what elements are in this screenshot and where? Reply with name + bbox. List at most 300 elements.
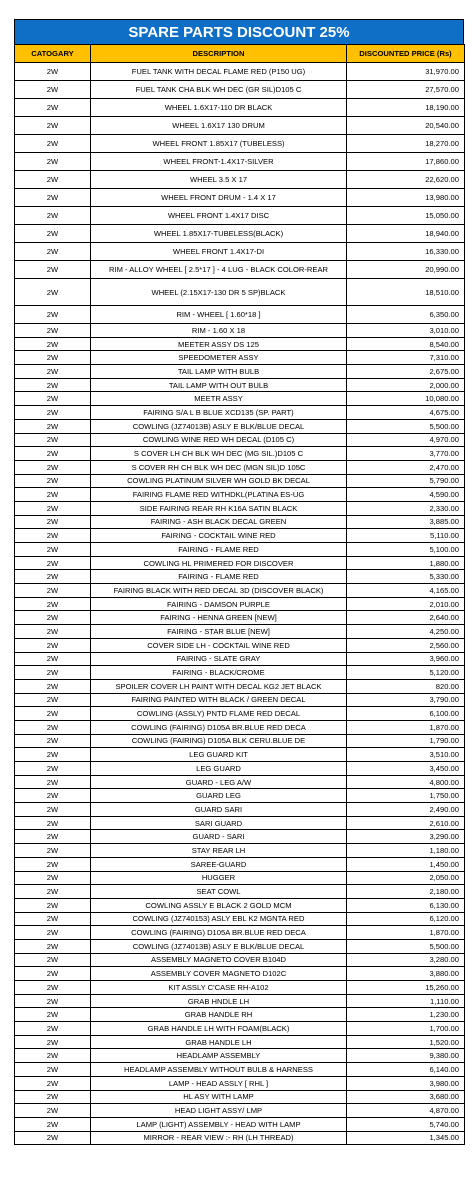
category-cell: 2W [15, 666, 91, 680]
category-cell: 2W [15, 1104, 91, 1118]
spare-parts-table [14, 44, 465, 1145]
category-cell: 2W [15, 306, 91, 324]
price-sheet [14, 19, 464, 1145]
price-cell: 3,680.00 [347, 1090, 465, 1104]
category-cell: 2W [15, 693, 91, 707]
table-row [15, 679, 465, 693]
table-row [15, 625, 465, 639]
description-cell: TAIL LAMP WITH BULB [91, 365, 347, 379]
description-cell: COWLING (JZ74013B) ASLY E BLK/BLUE DECAL [91, 419, 347, 433]
category-cell: 2W [15, 652, 91, 666]
price-cell: 17,860.00 [347, 153, 465, 171]
table-row [15, 419, 465, 433]
description-cell: WHEEL FRONT 1.4X17 DISC [91, 207, 347, 225]
description-cell: WHEEL FRONT-1.4X17-SILVER [91, 153, 347, 171]
description-cell: FAIRING S/A L B BLUE XCD135 (SP. PART) [91, 406, 347, 420]
description-cell: WHEEL (2.15X17-130 DR 5 SP)BLACK [91, 279, 347, 306]
category-cell: 2W [15, 1022, 91, 1036]
table-row [15, 261, 465, 279]
price-cell: 3,980.00 [347, 1076, 465, 1090]
category-cell: 2W [15, 117, 91, 135]
table-row [15, 967, 465, 981]
price-cell: 6,100.00 [347, 707, 465, 721]
table-row [15, 611, 465, 625]
description-cell: GRAB HANDLE LH WITH FOAM(BLACK) [91, 1022, 347, 1036]
price-cell: 6,120.00 [347, 912, 465, 926]
category-cell: 2W [15, 912, 91, 926]
category-cell: 2W [15, 279, 91, 306]
category-cell: 2W [15, 447, 91, 461]
description-cell: WHEEL FRONT 1.85X17 (TUBELESS) [91, 135, 347, 153]
description-cell: RIM - ALLOY WHEEL [ 2.5*17 ] - 4 LUG - BLACK COLOR-REAR [91, 261, 347, 279]
table-row [15, 1008, 465, 1022]
price-cell: 3,510.00 [347, 748, 465, 762]
price-cell: 1,450.00 [347, 857, 465, 871]
price-cell: 2,330.00 [347, 501, 465, 515]
table-row [15, 912, 465, 926]
price-cell: 18,510.00 [347, 279, 465, 306]
category-cell: 2W [15, 707, 91, 721]
description-cell: GRAB HNDLE LH [91, 994, 347, 1008]
category-cell: 2W [15, 81, 91, 99]
price-cell: 1,110.00 [347, 994, 465, 1008]
description-cell: LAMP (LIGHT) ASSEMBLY - HEAD WITH LAMP [91, 1117, 347, 1131]
price-cell: 27,570.00 [347, 81, 465, 99]
table-row [15, 652, 465, 666]
table-body [15, 63, 465, 1145]
description-cell: SARI GUARD [91, 816, 347, 830]
description-cell: SAREE-GUARD [91, 857, 347, 871]
price-cell: 20,540.00 [347, 117, 465, 135]
table-header-row [15, 45, 465, 63]
table-row [15, 1090, 465, 1104]
price-cell: 4,970.00 [347, 433, 465, 447]
category-cell: 2W [15, 611, 91, 625]
description-cell: FAIRING - FLAME RED [91, 543, 347, 557]
table-row [15, 189, 465, 207]
description-cell: SEAT COWL [91, 885, 347, 899]
category-cell: 2W [15, 981, 91, 995]
price-cell: 5,330.00 [347, 570, 465, 584]
description-cell: FAIRING PAINTED WITH BLACK / GREEN DECAL [91, 693, 347, 707]
description-cell: GUARD - SARI [91, 830, 347, 844]
description-cell: FAIRING - BLACK/CROME [91, 666, 347, 680]
description-cell: SIDE FAIRING REAR RH K16A SATIN BLACK [91, 501, 347, 515]
description-cell: WHEEL FRONT DRUM - 1.4 X 17 [91, 189, 347, 207]
category-cell: 2W [15, 1131, 91, 1145]
category-cell: 2W [15, 515, 91, 529]
category-cell: 2W [15, 994, 91, 1008]
table-row [15, 748, 465, 762]
category-cell: 2W [15, 99, 91, 117]
category-cell: 2W [15, 556, 91, 570]
table-row [15, 171, 465, 189]
table-row [15, 570, 465, 584]
category-cell: 2W [15, 775, 91, 789]
table-row [15, 225, 465, 243]
table-row [15, 1131, 465, 1145]
table-row [15, 279, 465, 306]
table-row [15, 556, 465, 570]
description-cell: COWLING WINE RED WH DECAL (D105 C) [91, 433, 347, 447]
price-cell: 2,490.00 [347, 803, 465, 817]
table-row [15, 926, 465, 940]
price-cell: 13,980.00 [347, 189, 465, 207]
category-cell: 2W [15, 625, 91, 639]
description-cell: FAIRING FLAME RED WITHDKL(PLATINA ES-UG [91, 488, 347, 502]
category-cell: 2W [15, 953, 91, 967]
table-row [15, 762, 465, 776]
price-cell: 5,500.00 [347, 939, 465, 953]
table-row [15, 707, 465, 721]
table-row [15, 515, 465, 529]
table-row [15, 789, 465, 803]
price-cell: 4,590.00 [347, 488, 465, 502]
category-cell: 2W [15, 207, 91, 225]
price-cell: 15,050.00 [347, 207, 465, 225]
price-cell: 1,750.00 [347, 789, 465, 803]
price-cell: 10,080.00 [347, 392, 465, 406]
price-cell: 9,380.00 [347, 1049, 465, 1063]
table-row [15, 324, 465, 338]
table-row [15, 351, 465, 365]
description-cell: COWLING (FAIRING) D105A BLK CERU.BLUE DE [91, 734, 347, 748]
table-row [15, 306, 465, 324]
description-cell: ASSEMBLY MAGNETO COVER B104D [91, 953, 347, 967]
price-cell: 2,560.00 [347, 638, 465, 652]
price-cell: 2,610.00 [347, 816, 465, 830]
category-cell: 2W [15, 898, 91, 912]
table-row [15, 885, 465, 899]
table-row [15, 243, 465, 261]
table-row [15, 994, 465, 1008]
table-row [15, 830, 465, 844]
category-cell: 2W [15, 1076, 91, 1090]
price-cell: 1,345.00 [347, 1131, 465, 1145]
category-cell: 2W [15, 1049, 91, 1063]
description-cell: FAIRING - COCKTAIL WINE RED [91, 529, 347, 543]
description-cell: HEADLAMP ASSEMBLY WITHOUT BULB & HARNESS [91, 1063, 347, 1077]
price-cell: 15,260.00 [347, 981, 465, 995]
description-cell: GUARD - LEG A/W [91, 775, 347, 789]
table-row [15, 488, 465, 502]
table-row [15, 693, 465, 707]
category-cell: 2W [15, 885, 91, 899]
description-cell: HEAD LIGHT ASSY/ LMP [91, 1104, 347, 1118]
table-row [15, 844, 465, 858]
category-cell: 2W [15, 939, 91, 953]
category-cell: 2W [15, 926, 91, 940]
table-row [15, 63, 465, 81]
category-cell: 2W [15, 720, 91, 734]
table-row [15, 720, 465, 734]
description-cell: FAIRING - STAR BLUE [NEW] [91, 625, 347, 639]
table-row [15, 135, 465, 153]
description-cell: FAIRING - SLATE GRAY [91, 652, 347, 666]
table-row [15, 529, 465, 543]
description-cell: WHEEL FRONT 1.4X17-DI [91, 243, 347, 261]
category-cell: 2W [15, 337, 91, 351]
table-row [15, 871, 465, 885]
description-cell: FUEL TANK WITH DECAL FLAME RED (P150 UG) [91, 63, 347, 81]
description-cell: FAIRING - FLAME RED [91, 570, 347, 584]
table-row [15, 734, 465, 748]
table-row [15, 501, 465, 515]
description-cell: MEETR ASSY [91, 392, 347, 406]
price-cell: 18,190.00 [347, 99, 465, 117]
table-row [15, 117, 465, 135]
description-cell: HUGGER [91, 871, 347, 885]
category-cell: 2W [15, 474, 91, 488]
description-cell: ASSEMBLY COVER MAGNETO D102C [91, 967, 347, 981]
table-row [15, 584, 465, 598]
description-cell: FAIRING - DAMSON PURPLE [91, 597, 347, 611]
category-cell: 2W [15, 261, 91, 279]
description-cell: TAIL LAMP WITH OUT BULB [91, 378, 347, 392]
price-cell: 5,120.00 [347, 666, 465, 680]
category-cell: 2W [15, 830, 91, 844]
description-cell: COWLING (FAIRING) D105A BR.BLUE RED DECA [91, 720, 347, 734]
category-cell: 2W [15, 171, 91, 189]
category-cell: 2W [15, 748, 91, 762]
table-row [15, 543, 465, 557]
description-cell: SPEEDOMETER ASSY [91, 351, 347, 365]
category-cell: 2W [15, 1008, 91, 1022]
category-cell: 2W [15, 857, 91, 871]
category-cell: 2W [15, 762, 91, 776]
price-cell: 1,870.00 [347, 926, 465, 940]
category-cell: 2W [15, 789, 91, 803]
price-cell: 5,790.00 [347, 474, 465, 488]
table-row [15, 1117, 465, 1131]
price-cell: 820.00 [347, 679, 465, 693]
price-cell: 2,640.00 [347, 611, 465, 625]
category-cell: 2W [15, 324, 91, 338]
description-cell: COWLING (FAIRING) D105A BR.BLUE RED DECA [91, 926, 347, 940]
description-cell: GUARD LEG [91, 789, 347, 803]
price-cell: 2,180.00 [347, 885, 465, 899]
table-row [15, 392, 465, 406]
table-row [15, 816, 465, 830]
category-cell: 2W [15, 597, 91, 611]
category-cell: 2W [15, 433, 91, 447]
price-cell: 3,880.00 [347, 967, 465, 981]
description-cell: KIT ASSLY C'CASE RH-A102 [91, 981, 347, 995]
price-cell: 1,870.00 [347, 720, 465, 734]
price-cell: 7,310.00 [347, 351, 465, 365]
category-cell: 2W [15, 1090, 91, 1104]
category-cell: 2W [15, 63, 91, 81]
description-cell: WHEEL 1.85X17-TUBELESS(BLACK) [91, 225, 347, 243]
price-cell: 20,990.00 [347, 261, 465, 279]
price-cell: 3,290.00 [347, 830, 465, 844]
header-price: DISCOUNTED PRICE (Rs) [347, 45, 465, 63]
price-cell: 1,700.00 [347, 1022, 465, 1036]
price-cell: 4,800.00 [347, 775, 465, 789]
table-row [15, 433, 465, 447]
table-row [15, 953, 465, 967]
table-row [15, 337, 465, 351]
price-cell: 3,770.00 [347, 447, 465, 461]
table-row [15, 447, 465, 461]
description-cell: COWLING (JZ74013B) ASLY E BLK/BLUE DECAL [91, 939, 347, 953]
description-cell: SPOILER COVER LH PAINT WITH DECAL KG2 JET BLACK [91, 679, 347, 693]
description-cell: GRAB HANDLE RH [91, 1008, 347, 1022]
table-row [15, 1063, 465, 1077]
table-row [15, 803, 465, 817]
price-cell: 2,675.00 [347, 365, 465, 379]
table-row [15, 207, 465, 225]
category-cell: 2W [15, 844, 91, 858]
price-cell: 6,130.00 [347, 898, 465, 912]
price-cell: 4,870.00 [347, 1104, 465, 1118]
header-description: DESCRIPTION [91, 45, 347, 63]
table-row [15, 406, 465, 420]
price-cell: 5,500.00 [347, 419, 465, 433]
description-cell: GRAB HANDLE LH [91, 1035, 347, 1049]
price-cell: 4,165.00 [347, 584, 465, 598]
table-row [15, 474, 465, 488]
description-cell: GUARD SARI [91, 803, 347, 817]
category-cell: 2W [15, 501, 91, 515]
price-cell: 16,330.00 [347, 243, 465, 261]
table-row [15, 460, 465, 474]
category-cell: 2W [15, 543, 91, 557]
price-cell: 2,470.00 [347, 460, 465, 474]
price-cell: 3,010.00 [347, 324, 465, 338]
category-cell: 2W [15, 1035, 91, 1049]
table-row [15, 939, 465, 953]
price-cell: 1,230.00 [347, 1008, 465, 1022]
price-cell: 22,620.00 [347, 171, 465, 189]
description-cell: COVER SIDE LH - COCKTAIL WINE RED [91, 638, 347, 652]
category-cell: 2W [15, 967, 91, 981]
table-row [15, 378, 465, 392]
description-cell: S COVER LH CH BLK WH DEC (MG SIL.)D105 C [91, 447, 347, 461]
table-row [15, 81, 465, 99]
table-row [15, 666, 465, 680]
table-row [15, 99, 465, 117]
price-cell: 6,140.00 [347, 1063, 465, 1077]
price-cell: 3,280.00 [347, 953, 465, 967]
price-cell: 5,100.00 [347, 543, 465, 557]
description-cell: COWLING (ASSLY) PNTD FLAME RED DECAL [91, 707, 347, 721]
price-cell: 2,000.00 [347, 378, 465, 392]
category-cell: 2W [15, 638, 91, 652]
description-cell: FAIRING BLACK WITH RED DECAL 3D (DISCOVER BLACK) [91, 584, 347, 598]
table-row [15, 775, 465, 789]
header-category: CATOGARY [15, 45, 91, 63]
category-cell: 2W [15, 153, 91, 171]
description-cell: COWLING PLATINUM SILVER WH GOLD BK DECAL [91, 474, 347, 488]
category-cell: 2W [15, 419, 91, 433]
category-cell: 2W [15, 488, 91, 502]
price-cell: 18,940.00 [347, 225, 465, 243]
description-cell: WHEEL 3.5 X 17 [91, 171, 347, 189]
description-cell: MIRROR - REAR VIEW :- RH (LH THREAD) [91, 1131, 347, 1145]
category-cell: 2W [15, 1117, 91, 1131]
category-cell: 2W [15, 365, 91, 379]
price-cell: 3,960.00 [347, 652, 465, 666]
category-cell: 2W [15, 803, 91, 817]
description-cell: COWLING HL PRIMERED FOR DISCOVER [91, 556, 347, 570]
description-cell: FAIRING - HENNA GREEN [NEW] [91, 611, 347, 625]
description-cell: FUEL TANK CHA BLK WH DEC (GR SIL)D105 C [91, 81, 347, 99]
price-cell: 18,270.00 [347, 135, 465, 153]
category-cell: 2W [15, 816, 91, 830]
table-row [15, 597, 465, 611]
table-row [15, 857, 465, 871]
price-cell: 31,970.00 [347, 63, 465, 81]
category-cell: 2W [15, 529, 91, 543]
category-cell: 2W [15, 871, 91, 885]
price-cell: 3,450.00 [347, 762, 465, 776]
price-cell: 8,540.00 [347, 337, 465, 351]
price-cell: 2,050.00 [347, 871, 465, 885]
category-cell: 2W [15, 135, 91, 153]
table-row [15, 1104, 465, 1118]
description-cell: WHEEL 1.6X17-110 DR BLACK [91, 99, 347, 117]
price-cell: 1,790.00 [347, 734, 465, 748]
category-cell: 2W [15, 460, 91, 474]
price-cell: 1,880.00 [347, 556, 465, 570]
description-cell: RIM - WHEEL [ 1.60*18 ] [91, 306, 347, 324]
description-cell: WHEEL 1.6X17 130 DRUM [91, 117, 347, 135]
category-cell: 2W [15, 392, 91, 406]
price-cell: 5,110.00 [347, 529, 465, 543]
description-cell: LEG GUARD KIT [91, 748, 347, 762]
price-cell: 4,250.00 [347, 625, 465, 639]
category-cell: 2W [15, 225, 91, 243]
price-cell: 5,740.00 [347, 1117, 465, 1131]
category-cell: 2W [15, 351, 91, 365]
table-row [15, 1049, 465, 1063]
description-cell: LEG GUARD [91, 762, 347, 776]
table-row [15, 1035, 465, 1049]
table-row [15, 898, 465, 912]
description-cell: S COVER RH CH BLK WH DEC (MGN SIL)D 105C [91, 460, 347, 474]
sheet-title: SPARE PARTS DISCOUNT 25% [14, 19, 464, 44]
table-row [15, 981, 465, 995]
description-cell: HL ASY WITH LAMP [91, 1090, 347, 1104]
category-cell: 2W [15, 243, 91, 261]
category-cell: 2W [15, 734, 91, 748]
category-cell: 2W [15, 406, 91, 420]
description-cell: MEETER ASSY DS 125 [91, 337, 347, 351]
description-cell: COWLING ASSLY E BLACK 2 GOLD MCM [91, 898, 347, 912]
description-cell: HEADLAMP ASSEMBLY [91, 1049, 347, 1063]
description-cell: RIM - 1.60 X 18 [91, 324, 347, 338]
table-row [15, 153, 465, 171]
category-cell: 2W [15, 189, 91, 207]
table-row [15, 1022, 465, 1036]
table-row [15, 1076, 465, 1090]
price-cell: 1,520.00 [347, 1035, 465, 1049]
table-row [15, 638, 465, 652]
price-cell: 6,350.00 [347, 306, 465, 324]
price-cell: 3,885.00 [347, 515, 465, 529]
category-cell: 2W [15, 378, 91, 392]
description-cell: STAY REAR LH [91, 844, 347, 858]
description-cell: FAIRING - ASH BLACK DECAL GREEN [91, 515, 347, 529]
description-cell: LAMP - HEAD ASSLY [ RHL ] [91, 1076, 347, 1090]
category-cell: 2W [15, 584, 91, 598]
category-cell: 2W [15, 679, 91, 693]
price-cell: 4,675.00 [347, 406, 465, 420]
table-row [15, 365, 465, 379]
category-cell: 2W [15, 570, 91, 584]
description-cell: COWLING (JZ740153) ASLY EBL K2 MGNTA RED [91, 912, 347, 926]
